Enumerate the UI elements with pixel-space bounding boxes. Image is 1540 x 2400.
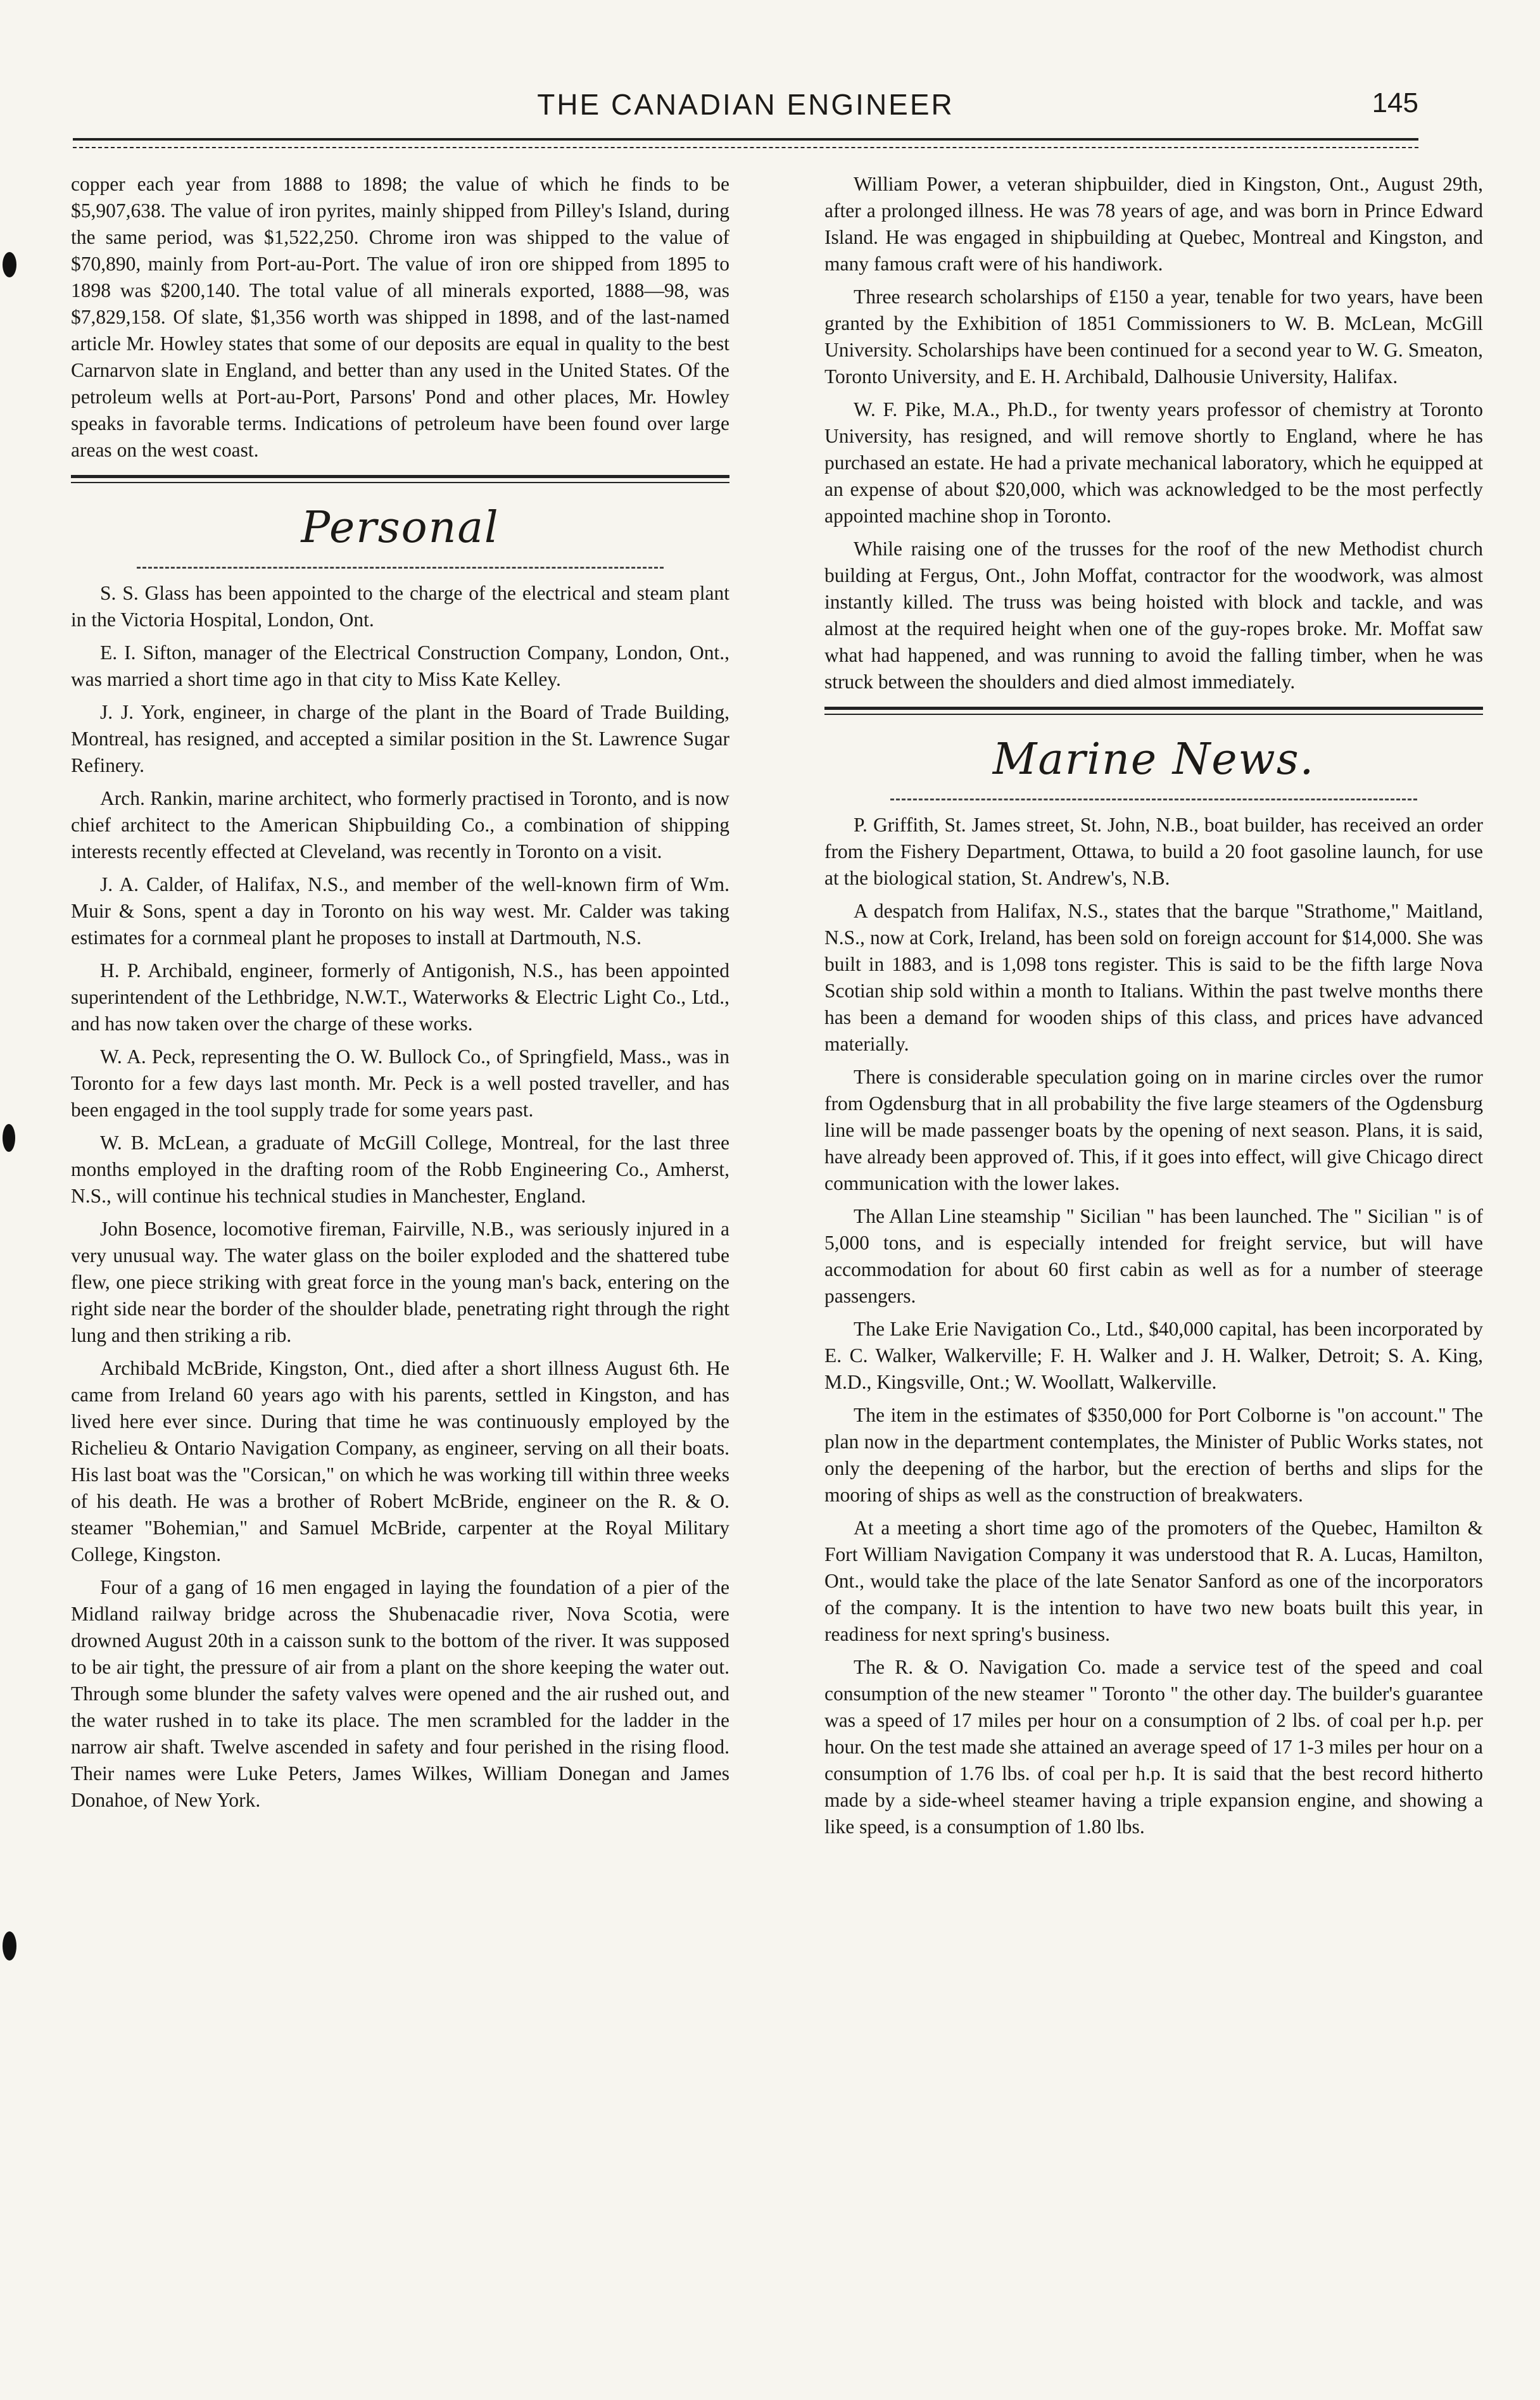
section-divider [824, 707, 1483, 715]
page-header [73, 87, 1418, 132]
margin-blot [3, 252, 16, 277]
article-paragraph: W. A. Peck, representing the O. W. Bullock Co., of Springfield, Mass., was in Toronto for a few days last month. Mr. Peck is a well posted traveller, and has been engaged in the tool supply trade for some years past. [71, 1045, 729, 1121]
article-paragraph: W. F. Pike, M.A., Ph.D., for twenty years professor of chemistry at Toronto University, has resigned, and will remove shortly to England, where he has purchased an estate. He had a private mechanical laboratory, which he equipped at an expense of about $20,000, which was acknowledged to be the most perfectly appointed machine shop in Toronto. [824, 398, 1483, 527]
article-paragraph: E. I. Sifton, manager of the Electrical Construction Company, London, Ont., was married a short time ago in that city to Miss Kate Kelley. [71, 641, 729, 690]
left-column [71, 171, 729, 1820]
article-paragraph: The Lake Erie Navigation Co., Ltd., $40,000 capital, has been incorporated by E. C. Walker, Walkerville; F. H. Walker and J. H. Walker, Detroit; S. A. King, M.D., Kingsville, Ont.; W. Woollatt, Walkerville. [824, 1318, 1483, 1393]
article-paragraph: W. B. McLean, a graduate of McGill College, Montreal, for the last three months employed in the drafting room of the Robb Engineering Co., Amherst, N.S., will continue his technical studies in Manchester, England. [71, 1132, 729, 1207]
article-paragraph: J. J. York, engineer, in charge of the plant in the Board of Trade Building, Montreal, has resigned, and accepted a similar position in the St. Lawrence Sugar Refinery. [71, 701, 729, 776]
article-paragraph: J. A. Calder, of Halifax, N.S., and member of the well-known firm of Wm. Muir & Sons, spent a day in Toronto on his way west. Mr. Calder was taking estimates for a cornmeal plant he proposes to install at Dartmouth, N.S. [71, 873, 729, 949]
article-paragraph: There is considerable speculation going on in marine circles over the rumor from Ogdensburg that in all probability the five large steamers of the Ogdensburg line will be made passenger boats by the opening of next season. Plans, it is said, have already been approved of. This, if it goes into effect, will give Chicago direct communication with the lower lakes. [824, 1066, 1483, 1194]
article-paragraph: Archibald McBride, Kingston, Ont., died after a short illness August 6th. He came from Ireland 60 years ago with his parents, settled in Kingston, and has lived here ever since. During that time he was continuously employed by the Richelieu & Ontario Navigation Company, as engineer, serving on all their boats. His last boat was the "Corsican," on which he was working till within three weeks of his death. He was a brother of Robert McBride, engineer on the R. & O. steamer "Bohemian," and Samuel McBride, carpenter at the Royal Military College, Kingston. [71, 1357, 729, 1565]
article-paragraph: The item in the estimates of $350,000 for Port Colborne is "on account." The plan now in the department contemplates, the Minister of Public Works states, not only the deepening of the harbor, but the erection of berths and slips for the mooring of ships as well as the construction of breakwaters. [824, 1404, 1483, 1506]
article-paragraph: Arch. Rankin, marine architect, who formerly practised in Toronto, and is now chief architect to the American Shipbuilding Co., a combination of shipping interests recently effected at Cleveland, was recently in Toronto on a visit. [71, 787, 729, 862]
section-title: Personal [301, 503, 500, 553]
article-paragraph: William Power, a veteran shipbuilder, died in Kingston, Ont., August 29th, after a prolonged illness. He was 78 years of age, and was born in Prince Edward Island. He was engaged in shipbuilding at Quebec, Montreal and Kingston, and many famous craft were of his handiwork. [824, 173, 1483, 275]
header-rule-bottom [73, 147, 1418, 148]
margin-blot [3, 1124, 15, 1152]
header-rule-top [73, 138, 1418, 141]
article-paragraph: John Bosence, locomotive fireman, Fairville, N.B., was seriously injured in a very unusual way. The water glass on the boiler exploded and the shattered tube flew, one piece striking with great force in the young man's back, entering on the right side near the border of the shoulder blade, penetrating right through the right lung and then striking a rib. [71, 1218, 729, 1346]
article-paragraph: P. Griffith, St. James street, St. John, N.B., boat builder, has received an order from the Fishery Department, Ottawa, to build a 20 foot gasoline launch, for use at the biological station, St. Andrew's, N.B. [824, 814, 1483, 889]
section-heading-personal [71, 493, 729, 569]
margin-blot [3, 1931, 16, 1961]
article-paragraph: The R. & O. Navigation Co. made a service test of the speed and coal consumption of the new steamer " Toronto " the other day. The builder's guarantee was a speed of 17 miles per hour on a consumption of 2 lbs. of coal per h.p. per hour. On the test made she attained an average speed of 17 1-3 miles per hour on a consumption of 1.76 lbs. of coal per h.p. It is said that the best record hitherto made by a side-wheel steamer having a triple expansion engine, and showing a like speed, is a consumption of 1.80 lbs. [824, 1656, 1483, 1838]
section-heading-marine-news [824, 725, 1483, 800]
article-paragraph: At a meeting a short time ago of the promoters of the Quebec, Hamilton & Fort William Navigation Company it was understood that R. A. Lucas, Hamilton, Ont., would take the place of the late Senator Sanford as one of the incorporators of the company. It is the intention to have two new boats built this year, in readiness for next spring's business. [824, 1517, 1483, 1645]
article-paragraph: The Allan Line steamship " Sicilian " has been launched. The " Sicilian " is of 5,000 tons, and is especially intended for freight service, but will have accommodation for about 60 first cabin as well as for a number of steerage passengers. [824, 1205, 1483, 1307]
right-column [824, 171, 1483, 1847]
section-underline [137, 567, 664, 569]
section-title: Marine News. [992, 735, 1315, 785]
article-paragraph: Three research scholarships of £150 a year, tenable for two years, have been granted by the Exhibition of 1851 Commissioners to W. B. McLean, McGill University. Scholarships have been continued for a second year to W. G. Smeaton, Toronto University, and E. H. Archibald, Dalhousie University, Halifax. [824, 286, 1483, 388]
section-divider [71, 475, 729, 483]
article-paragraph: H. P. Archibald, engineer, formerly of Antigonish, N.S., has been appointed superintendent of the Lethbridge, N.W.T., Waterworks & Electric Light Co., Ltd., and has now taken over the charge of these works. [71, 959, 729, 1035]
publication-title: THE CANADIAN ENGINEER [537, 88, 954, 121]
article-paragraph: Four of a gang of 16 men engaged in laying the foundation of a pier of the Midland railway bridge across the Shubenacadie river, Nova Scotia, were drowned August 20th in a caisson sunk to the bottom of the river. It was supposed to be air tight, the pressure of air from a plant on the shore keeping the water out. Through some blunder the safety valves were opened and the air rushed out, and the water rushed in to take its place. The men scrambled for the ladder in the narrow air shaft. Twelve ascended in safety and four perished in the rising flood. Their names were Luke Peters, James Wilkes, William Donegan and James Donahoe, of New York. [71, 1576, 729, 1811]
section-underline [890, 799, 1417, 800]
article-paragraph: S. S. Glass has been appointed to the charge of the electrical and steam plant in the Victoria Hospital, London, Ont. [71, 582, 729, 631]
page-number: 145 [1372, 87, 1418, 118]
article-paragraph: A despatch from Halifax, N.S., states that the barque "Strathome," Maitland, N.S., now at Cork, Ireland, has been sold on foreign account for $14,000. She was built in 1883, and is 1,098 tons register. This is said to be the fifth large Nova Scotian ship sold within a month to Italians. Within the past twelve months there has been a demand for wooden ships of this class, and prices have advanced materially. [824, 900, 1483, 1055]
article-paragraph: While raising one of the trusses for the roof of the new Methodist church building at Fergus, Ont., John Moffat, contractor for the woodwork, was almost instantly killed. The truss was being hoisted with block and tackle, and was almost at the required height when one of the guy-ropes broke. Mr. Moffat saw what had happened, and was running to avoid the falling timber, when he was struck between the shoulders and died almost immediately. [824, 538, 1483, 693]
article-paragraph: copper each year from 1888 to 1898; the value of which he finds to be $5,907,638. The value of iron pyrites, mainly shipped from Pilley's Island, during the same period, was $1,522,250. Chrome iron was shipped to the value of $70,890, mainly from Port-au-Port. The value of iron ore shipped from 1895 to 1898 was $200,140. The total value of all minerals exported, 1888—98, was $7,829,158. Of slate, $1,356 worth was shipped in 1898, and of the last-named article Mr. Howley states that some of our deposits are equal in quality to the best Carnarvon slate in England, and better than any used in the United States. Of the petroleum wells at Port-au-Port, Parsons' Pond and other places, Mr. Howley speaks in favorable terms. Indications of petroleum have been found over large areas on the west coast. [71, 173, 729, 461]
